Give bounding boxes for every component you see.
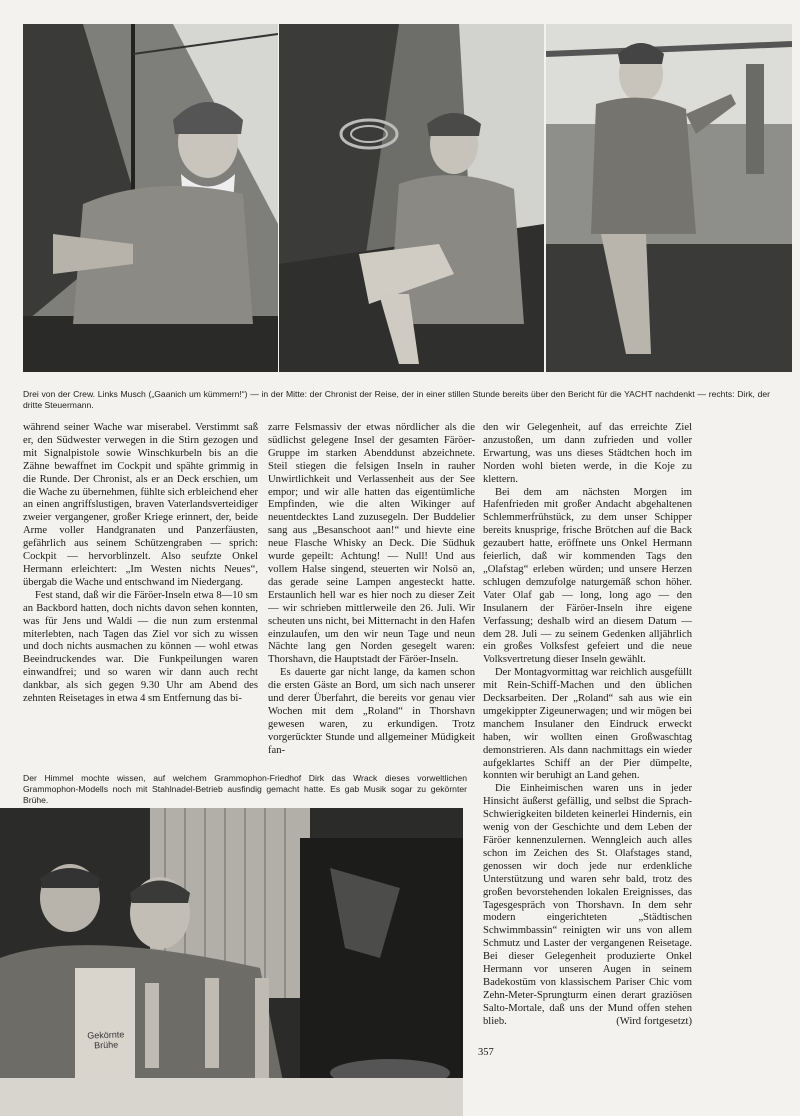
- photo-grammophon: [0, 808, 463, 1116]
- photo-musch: [23, 24, 278, 372]
- paragraph: Es dauerte gar nicht lange, da kamen schon die ersten Gäste an Bord, um sich nach unserer und derer Überfahrt, die bereits vor genau vier Wochen mit dem „Roland“ in Thorshavn gewesen waren, zu erkundigen. Trotz vorgerückter Stunde und allgemeiner Müdigkeit fan-: [268, 667, 475, 756]
- paragraph: Bei dem am nächsten Morgen im Hafenfrieden mit großer Andacht abgehaltenen Schlemmerfrühstück, zu dem unser Schipper bereits knusprige, frische Brötchen auf die Back gezaubert hatte, eröffnete uns Onkel Hermann feierlich, daß wir kommenden Tags den „Olafstag“ erleben würden; und unsere Herzen schlugen demzufolge naturgemäß schon höher. Vater Olaf gab — long, long ago — den Insulanern der Färöer-Inseln ihre eigene Verfassung; deshalb wird an diesem Datum — dem 28. Juli — zu seinem Gedenken alljährlich ein großes Volksfest gefeiert und die neue Volksvertretung dieser Inseln gewählt.: [483, 486, 692, 666]
- bottom-photo-caption: Der Himmel mochte wissen, auf welchem Grammophon-Friedhof Dirk das Wrack dieses vorweltlichen Grammophon-Modells noch mit Stahlnadel-Betrieb ausfindig gemacht hatte. Es gab Musik sogar zu gekörnter Brühe.: [23, 773, 467, 805]
- paragraph: während seiner Wache war miserabel. Verstimmt saß er, den Südwester verwegen in die Stirn gezogen und mit Signalpistole sowie Winschkurbeln bis an die Zähne bewaffnet im Cockpit und spähte grimmig in die Runde. Der Chronist, als er an Deck erschien, um die Wache zu übernehmen, fühlte sich erbleichend eher an einen angriffslustigen, braven Vaterlandsverteidiger zweier vergangener, großer Kriege erinnert, der, beide Arme voller Handgranaten und Panzerfäusten, gefährlich aus seinem Schützengraben — sprich: Cockpit — hervorblinzelt. Also seufzte Onkel Hermann erleichtert: „Im Westen nichts Neues“, übergab die Wache und entschwand im Niedergang.: [23, 422, 258, 588]
- paragraph: [483, 783, 692, 1028]
- top-photo-caption: Drei von der Crew. Links Musch („Gaanich um kümmern!“) — in der Mitte: der Chronist der Reise, der in einer stillen Stunde bereits über den Bericht für die YACHT nachdenkt — rechts: Dirk, der dritte Steuermann.: [23, 389, 770, 410]
- paragraph: Fest stand, daß wir die Färöer-Inseln etwa 8—10 sm an Backbord hatten, doch nichts davon sehen konnten, was für Jens und Waldi — die nun zum erstenmal miterlebten, nach Tagen das Ziel vor sich zu wissen und doch nichts ausmachen zu können — wohl etwas Beeindruckendes war. Die Funkpeilungen waren einwandfrei; und so waren wir dann auch recht dankbar, als sich gegen 9.30 Uhr am Abend des zehnten Reisetages in etwa 4 sm Entfernung das bi-: [23, 589, 258, 705]
- page-number: 357: [478, 1047, 494, 1058]
- photo-chronist: [279, 24, 544, 372]
- photo-dirk: [546, 24, 792, 372]
- paragraph: zarre Felsmassiv der etwas nördlicher als die südlichst gelegene Insel der gesamten Färöer-Gruppe im starken Abenddunst abzeichnete. Steil stiegen die felsigen Inseln in rauher Unwirtlichkeit und Verlassenheit aus der See empor; und wir alle hatten das eigentümliche Empfinden, wie die alten Wikinger auf neuentdecktes Land zuzusegeln. Der Buddelier sang aus „Besanschoot aan!“ und hievte eine neue Flasche Whisky an Deck. Die Südhuk wurde gepeilt: Achtung! — Null! Und aus vollem Halse singend, steuerten wir Nolsö an, das gerade seine Lampen angesteckt hatte. Erstaunlich hell war es hier noch zu dieser Zeit — wir schrieben mittlerweile den 26. Juli. Wir scheuten uns nicht, bei Mitternacht in den Hafen einzulaufen, um den wir neun Tage und neun Nächte lang gen Norden gesegelt waren: Thorshavn, die Hauptstadt der Färöer-Inseln.: [268, 422, 475, 666]
- paragraph-text: Die Einheimischen waren uns in jeder Hinsicht äußerst gefällig, und selbst die Sprach-Schwierigkeiten bildeten keinerlei Hindernis, ein wenig von der Geschichte und dem Leben der Färöer kennenzulernen. Wenngleich auch alles schon im Zeichen des St. Olafstages stand, genossen wir doch jede nur erdenkliche Unterstützung und waren sehr bald, trotz des großen bevorstehenden lokalen Ereignisses, das Tagesgespräch von Thorshavn. In dem sehr modern eingerichteten „Städtischen Schwimmbassin“ reinigten wir uns von allem Schmutz und Laster der vergangenen Reisetage. Bei dieser Gelegenheit produzierte Onkel Hermann vor unseren Augen in seinem Badekostüm von klassischem Pariser Chic vom Zehn-Meter-Sprungturm einen derart graziösen Salto-Mortale, daß uns der Mund offen stehen blieb.: [483, 783, 692, 1027]
- column-3: [483, 422, 692, 1029]
- continued-note: (Wird fortgesetzt): [616, 1015, 692, 1027]
- brand-sign: Gekörnte Brühe: [87, 1029, 125, 1051]
- column-2: [268, 422, 475, 758]
- paragraph: Der Montagvormittag war reichlich ausgefüllt mit Rein-Schiff-Machen und den üblichen Decksarbeiten. Der „Roland“ sah aus wie ein umgekippter Zigeunerwagen; und wir mögen bei manchem Insulaner den Eindruck erweckt haben, wir wollten einen Großwaschtag demonstrieren. Als dann nachmittags ein wieder aufgeklartes Schiff an der Pier dümpelte, konnten wir beruhigt an Land gehen.: [483, 667, 692, 782]
- paragraph: den wir Gelegenheit, auf das erreichte Ziel anzustoßen, um dann zufrieden und voller Erwartung, was uns dieses Städtchen hoch im Norden wohl bieten werde, in die Koje zu klettern.: [483, 422, 692, 485]
- column-1: [23, 422, 258, 706]
